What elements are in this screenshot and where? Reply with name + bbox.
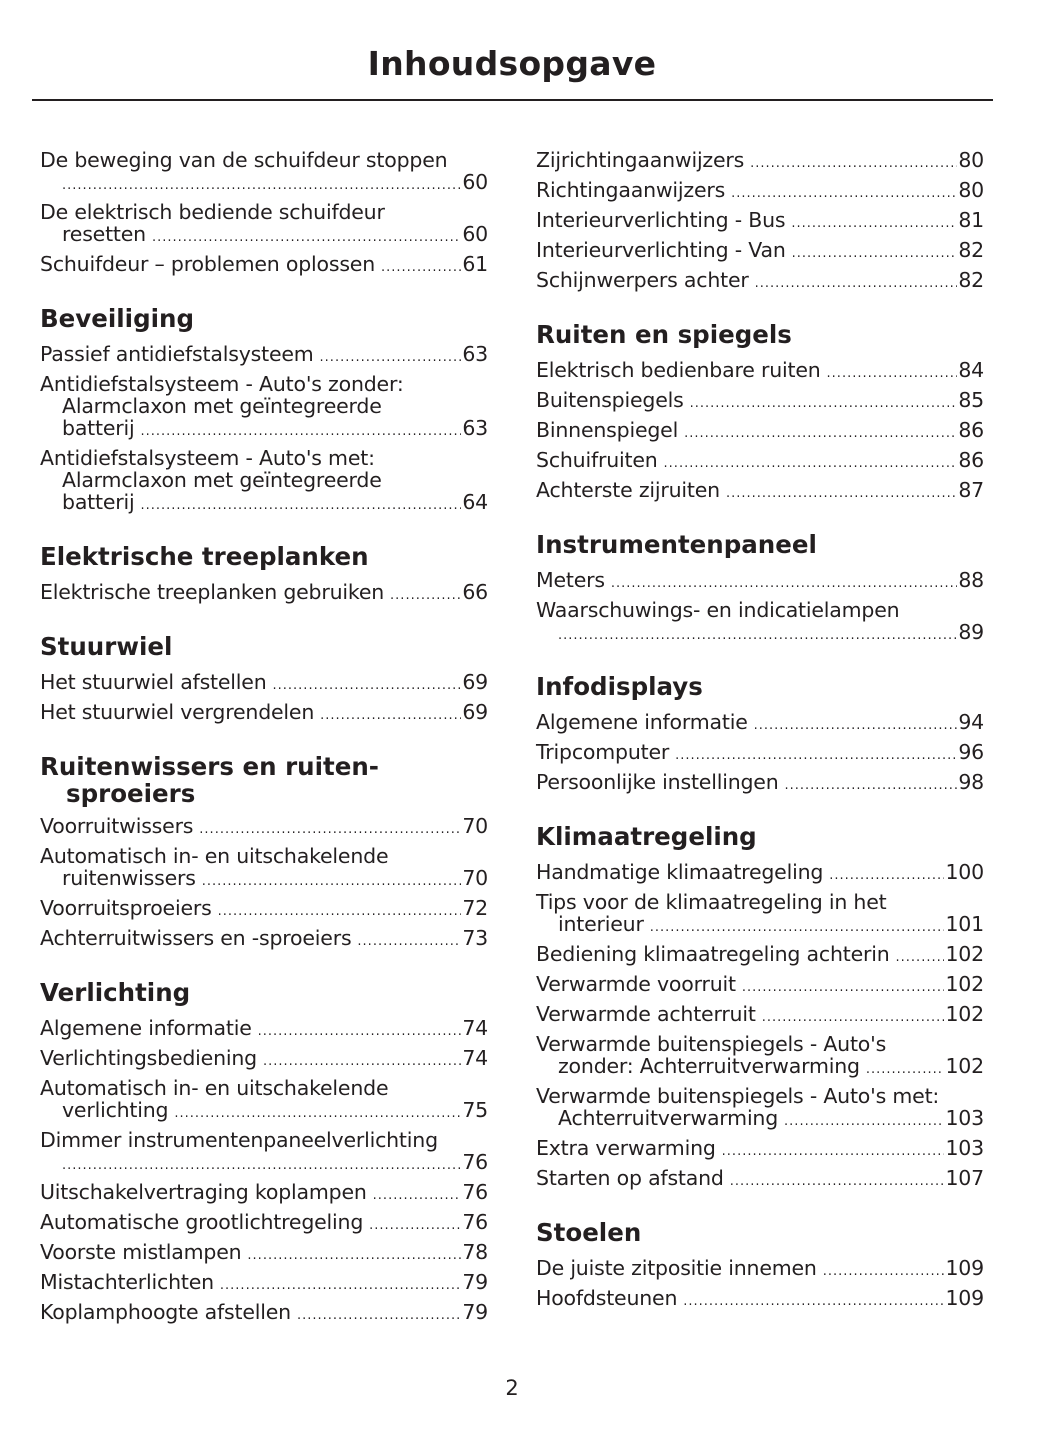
toc-entry[interactable]	[40, 1233, 488, 1263]
toc-entry-line	[40, 1099, 488, 1121]
toc-entry[interactable]	[40, 335, 488, 365]
section-heading	[536, 531, 984, 561]
toc-entry[interactable]	[40, 1293, 488, 1323]
leader-dots	[320, 705, 461, 727]
toc-entry[interactable]	[40, 141, 488, 193]
toc-entry-page: 86	[958, 448, 984, 472]
toc-entry-page: 76	[462, 1150, 488, 1174]
leader-dots	[690, 393, 958, 415]
toc-entry-line	[536, 741, 984, 763]
toc-entry-page: 81	[958, 208, 984, 232]
toc-entry-text: De juiste zitpositie innemen	[536, 1256, 817, 1280]
toc-entry-text: Verwarmde voorruit	[536, 972, 736, 996]
toc-entry[interactable]	[40, 245, 488, 275]
toc-entry-text: Dimmer instrumentenpaneelverlichting	[40, 1128, 438, 1152]
leader-dots	[791, 213, 957, 235]
leader-dots	[785, 775, 958, 797]
section-heading	[40, 633, 488, 663]
toc-entry[interactable]	[536, 231, 984, 261]
toc-entry-text: Schuifruiten	[536, 448, 658, 472]
toc-entry-page: 109	[945, 1286, 984, 1310]
section-heading	[40, 753, 488, 807]
toc-entry[interactable]	[40, 439, 488, 513]
toc-entry-page: 76	[462, 1210, 488, 1234]
leader-dots	[750, 153, 957, 175]
leader-dots	[827, 363, 958, 385]
toc-entry-text: Interieurverlichting - Bus	[536, 208, 786, 232]
toc-entry[interactable]	[536, 935, 984, 965]
toc-entry-text: Extra verwarming	[536, 1136, 716, 1160]
toc-entry[interactable]	[536, 591, 984, 643]
toc-entry-text: Verlichtingsbediening	[40, 1046, 257, 1070]
toc-entry-line	[536, 569, 984, 591]
toc-entry-page: 64	[462, 490, 488, 514]
toc-entry-page: 84	[958, 358, 984, 382]
toc-entry-text: Bediening klimaatregeling achterin	[536, 942, 890, 966]
toc-entry-page: 66	[462, 580, 488, 604]
toc-entry-line	[40, 1047, 488, 1069]
toc-entry-page: 69	[462, 700, 488, 724]
toc-entry-page: 102	[945, 1054, 984, 1078]
toc-entry-text: interieur	[558, 912, 644, 936]
section-heading-line: Infodisplays	[536, 672, 703, 701]
toc-entry-page: 79	[462, 1270, 488, 1294]
toc-entry-text: batterij	[62, 490, 135, 514]
toc-entry-line	[40, 253, 488, 275]
toc-entry-text: Passief antidiefstalsysteem	[40, 342, 314, 366]
toc-entry-page: 60	[462, 222, 488, 246]
toc-entry-text: Achterruitwissers en -sproeiers	[40, 926, 352, 950]
section-heading	[536, 321, 984, 351]
toc-entry-line	[40, 171, 488, 193]
toc-entry-page: 98	[958, 770, 984, 794]
leader-dots	[722, 1141, 945, 1163]
toc-entry-text: Koplamphoogte afstellen	[40, 1300, 291, 1324]
toc-entry-page: 75	[462, 1098, 488, 1122]
toc-entry-line	[40, 845, 488, 867]
toc-entry-page: 102	[945, 972, 984, 996]
toc-entry-line	[536, 1107, 984, 1129]
toc-entry[interactable]	[40, 663, 488, 693]
toc-entry-line	[536, 599, 984, 621]
section-heading	[536, 1219, 984, 1249]
toc-entry-page: 80	[958, 178, 984, 202]
leader-dots	[140, 495, 461, 517]
toc-entry-page: 76	[462, 1180, 488, 1204]
toc-entry-text: Uitschakelvertraging koplampen	[40, 1180, 367, 1204]
toc-entry[interactable]	[536, 883, 984, 935]
toc-entry[interactable]	[536, 1025, 984, 1077]
toc-entry-text: Schijnwerpers achter	[536, 268, 749, 292]
toc-entry[interactable]	[536, 261, 984, 291]
toc-entry-line	[40, 491, 488, 513]
leader-dots	[755, 273, 958, 295]
toc-entry-line	[536, 771, 984, 793]
toc-entry-page: 96	[958, 740, 984, 764]
toc-entry-text: Handmatige klimaatregeling	[536, 860, 824, 884]
toc-entry-line	[536, 449, 984, 471]
toc-entry-page: 69	[462, 670, 488, 694]
leader-dots	[754, 715, 958, 737]
toc-entry-page: 88	[958, 568, 984, 592]
section-heading-line: Stoelen	[536, 1218, 642, 1247]
toc-entry-text: Alarmclaxon met geïntegreerde	[62, 468, 382, 492]
section-heading-line: Ruiten en spiegels	[536, 320, 792, 349]
toc-entry-page: 74	[462, 1046, 488, 1070]
toc-entry-line	[40, 897, 488, 919]
toc-entry-line	[536, 1287, 984, 1309]
section-heading	[536, 673, 984, 703]
leader-dots	[726, 483, 957, 505]
toc-entry-text: De elektrisch bediende schuifdeur	[40, 200, 385, 224]
toc-entry-text: Het stuurwiel afstellen	[40, 670, 267, 694]
toc-entry-line	[40, 1077, 488, 1099]
leader-dots	[369, 1215, 461, 1237]
toc-entry-line	[536, 419, 984, 441]
toc-entry-text: Meters	[536, 568, 605, 592]
section-heading-line: Elektrische treeplanken	[40, 542, 369, 571]
toc-entry-page: 78	[462, 1240, 488, 1264]
toc-entry-text: Waarschuwings- en indicatielampen	[536, 598, 900, 622]
leader-dots	[174, 1103, 461, 1125]
leader-dots	[866, 1059, 945, 1081]
leader-dots	[731, 183, 957, 205]
toc-entry-page: 100	[945, 860, 984, 884]
toc-entry-page: 89	[958, 620, 984, 644]
toc-entry-line	[536, 179, 984, 201]
toc-entry-line	[40, 867, 488, 889]
toc-entry-page: 86	[958, 418, 984, 442]
leader-dots	[684, 423, 957, 445]
toc-entry-text: ruitenwissers	[62, 866, 196, 890]
toc-entry[interactable]	[40, 807, 488, 837]
toc-entry-page: 72	[462, 896, 488, 920]
toc-entry-page: 102	[945, 1002, 984, 1026]
toc-entry-line	[40, 201, 488, 223]
toc-entry-text: Antidiefstalsysteem - Auto's met:	[40, 446, 375, 470]
leader-dots	[247, 1245, 461, 1267]
toc-entry-text: Starten op afstand	[536, 1166, 724, 1190]
toc-entry-page: 107	[945, 1166, 984, 1190]
toc-entry-page: 103	[945, 1136, 984, 1160]
leader-dots	[62, 1155, 461, 1177]
toc-entry-page: 87	[958, 478, 984, 502]
toc-entry-line	[40, 373, 488, 395]
toc-entry-text: Algemene informatie	[536, 710, 748, 734]
leader-dots	[683, 1291, 944, 1313]
leader-dots	[357, 931, 461, 953]
toc-entry-line	[536, 149, 984, 171]
toc-entry-text: De beweging van de schuifdeur stoppen	[40, 148, 448, 172]
leader-dots	[829, 865, 944, 887]
toc-entry-line	[536, 621, 984, 643]
toc-entry-text: resetten	[62, 222, 146, 246]
toc-entry[interactable]	[40, 837, 488, 889]
toc-entry-line	[40, 1241, 488, 1263]
toc-column-right	[536, 141, 984, 1309]
leader-dots	[664, 453, 958, 475]
leader-dots	[373, 1185, 462, 1207]
toc-entry-page: 60	[462, 170, 488, 194]
toc-entry-page: 61	[462, 252, 488, 276]
toc-entry-text: Antidiefstalsysteem - Auto's zonder:	[40, 372, 404, 396]
leader-dots	[62, 175, 461, 197]
leader-dots	[218, 901, 462, 923]
leader-dots	[297, 1305, 461, 1327]
toc-entry-text: Voorruitwissers	[40, 814, 194, 838]
leader-dots	[381, 257, 461, 279]
toc-entry[interactable]	[536, 441, 984, 471]
toc-entry-text: Verwarmde buitenspiegels - Auto's met:	[536, 1084, 940, 1108]
section-heading-line: Verlichting	[40, 978, 191, 1007]
toc-entry[interactable]	[536, 171, 984, 201]
toc-entry-page: 94	[958, 710, 984, 734]
toc-entry-line	[536, 943, 984, 965]
toc-entry[interactable]	[40, 1039, 488, 1069]
toc-entry-text: Achterste zijruiten	[536, 478, 720, 502]
toc-entry[interactable]	[536, 411, 984, 441]
title-divider	[32, 99, 993, 101]
toc-entry-page: 74	[462, 1016, 488, 1040]
toc-entry-text: Elektrische treeplanken gebruiken	[40, 580, 385, 604]
toc-entry-line	[40, 469, 488, 491]
toc-entry[interactable]	[40, 1069, 488, 1121]
toc-entry-line	[536, 1137, 984, 1159]
toc-entry-page: 109	[945, 1256, 984, 1280]
toc-entry-text: Verwarmde achterruit	[536, 1002, 756, 1026]
leader-dots	[202, 871, 462, 893]
toc-entry-text: Automatisch in- en uitschakelende	[40, 844, 389, 868]
toc-entry-text: zonder: Achterruitverwarming	[558, 1054, 860, 1078]
toc-entry-line	[40, 815, 488, 837]
toc-entry[interactable]	[536, 1159, 984, 1189]
toc-entry[interactable]	[536, 965, 984, 995]
toc-column-left	[40, 141, 488, 1323]
toc-entry[interactable]	[536, 1077, 984, 1129]
toc-entry-text: Algemene informatie	[40, 1016, 252, 1040]
leader-dots	[784, 1111, 944, 1133]
toc-entry-line	[536, 209, 984, 231]
toc-entry-text: verlichting	[62, 1098, 169, 1122]
toc-entry[interactable]	[536, 351, 984, 381]
toc-entry-line	[40, 1151, 488, 1173]
toc-entry-line	[536, 913, 984, 935]
toc-entry-page: 101	[945, 912, 984, 936]
leader-dots	[611, 573, 957, 595]
section-heading-line: Stuurwiel	[40, 632, 173, 661]
toc-entry-text: Hoofdsteunen	[536, 1286, 678, 1310]
leader-dots	[320, 347, 462, 369]
toc-entry-page: 70	[462, 814, 488, 838]
leader-dots	[823, 1261, 945, 1283]
section-heading-line: Beveiliging	[40, 304, 194, 333]
toc-entry-line	[40, 671, 488, 693]
toc-entry-line	[40, 149, 488, 171]
toc-entry-text: Zijrichtingaanwijzers	[536, 148, 745, 172]
toc-entry[interactable]	[40, 919, 488, 949]
toc-entry[interactable]	[536, 381, 984, 411]
toc-entry-line	[536, 861, 984, 883]
toc-entry[interactable]	[536, 1129, 984, 1159]
toc-entry-line	[536, 711, 984, 733]
section-heading-line: sproeiers	[66, 779, 196, 808]
toc-entry-page: 79	[462, 1300, 488, 1324]
toc-entry-line	[40, 447, 488, 469]
toc-entry-text: Schuifdeur – problemen oplossen	[40, 252, 376, 276]
toc-entry-line	[536, 1033, 984, 1055]
toc-entry[interactable]	[40, 1263, 488, 1293]
toc-entry-text: Binnenspiegel	[536, 418, 679, 442]
toc-entry-text: Mistachterlichten	[40, 1270, 214, 1294]
toc-entry-line	[536, 389, 984, 411]
toc-entry[interactable]	[536, 853, 984, 883]
toc-entry-text: Tripcomputer	[536, 740, 670, 764]
toc-entry-text: Interieurverlichting - Van	[536, 238, 786, 262]
leader-dots	[263, 1051, 461, 1073]
leader-dots	[896, 947, 945, 969]
toc-entry-line	[536, 1003, 984, 1025]
toc-entry-page: 63	[462, 342, 488, 366]
toc-entry[interactable]	[536, 201, 984, 231]
toc-entry-text: Automatisch in- en uitschakelende	[40, 1076, 389, 1100]
toc-entry-text: batterij	[62, 416, 135, 440]
toc-entry-line	[40, 1129, 488, 1151]
toc-entry[interactable]	[40, 693, 488, 723]
toc-entry[interactable]	[536, 1249, 984, 1279]
toc-entry[interactable]	[536, 471, 984, 501]
leader-dots	[273, 675, 462, 697]
toc-entry[interactable]	[536, 763, 984, 793]
toc-entry-line	[40, 343, 488, 365]
toc-entry-line	[40, 1181, 488, 1203]
toc-entry-line	[40, 1017, 488, 1039]
toc-entry-text: Het stuurwiel vergrendelen	[40, 700, 315, 724]
page-title: Inhoudsopgave	[367, 44, 657, 83]
toc-entry-line	[40, 395, 488, 417]
toc-entry-text: Automatische grootlichtregeling	[40, 1210, 364, 1234]
section-heading	[40, 543, 488, 573]
toc-entry[interactable]	[536, 733, 984, 763]
toc-entry-text: Richtingaanwijzers	[536, 178, 726, 202]
toc-entry-text: Elektrisch bedienbare ruiten	[536, 358, 821, 382]
toc-entry-page: 63	[462, 416, 488, 440]
leader-dots	[650, 917, 945, 939]
toc-entry-page: 103	[945, 1106, 984, 1130]
toc-entry-line	[536, 1085, 984, 1107]
leader-dots	[152, 227, 461, 249]
section-heading-line: Instrumentenpaneel	[536, 530, 817, 559]
leader-dots	[742, 977, 945, 999]
toc-entry-line	[536, 479, 984, 501]
toc-entry-line	[536, 269, 984, 291]
toc-entry-line	[536, 973, 984, 995]
toc-entry-line	[40, 1301, 488, 1323]
leader-dots	[675, 745, 957, 767]
leader-dots	[140, 421, 461, 443]
toc-entry-line	[536, 1055, 984, 1077]
toc-entry[interactable]	[40, 1121, 488, 1173]
toc-entry[interactable]	[40, 193, 488, 245]
toc-entry-page: 82	[958, 238, 984, 262]
toc-entry-text: Buitenspiegels	[536, 388, 684, 412]
toc-entry[interactable]	[40, 889, 488, 919]
leader-dots	[258, 1021, 462, 1043]
toc-entry-page: 82	[958, 268, 984, 292]
toc-entry[interactable]	[40, 1173, 488, 1203]
toc-entry-text: Alarmclaxon met geïntegreerde	[62, 394, 382, 418]
section-heading	[40, 305, 488, 335]
toc-entry-line	[536, 1167, 984, 1189]
toc-entry[interactable]	[40, 1009, 488, 1039]
section-heading-line: Klimaatregeling	[536, 822, 757, 851]
leader-dots	[220, 1275, 461, 1297]
toc-entry-line	[536, 359, 984, 381]
leader-dots	[792, 243, 958, 265]
toc-entry-line	[40, 1271, 488, 1293]
toc-entry-line	[40, 581, 488, 603]
toc-entry[interactable]	[40, 365, 488, 439]
toc-entry[interactable]	[40, 1203, 488, 1233]
toc-entry[interactable]	[40, 573, 488, 603]
section-heading	[40, 979, 488, 1009]
toc-entry-line	[40, 417, 488, 439]
leader-dots	[199, 819, 461, 841]
toc-entry-text: Voorste mistlampen	[40, 1240, 242, 1264]
page-number: 2	[505, 1376, 519, 1400]
toc-entry-page: 80	[958, 148, 984, 172]
toc-entry-page: 70	[462, 866, 488, 890]
toc-entry-text: Verwarmde buitenspiegels - Auto's	[536, 1032, 887, 1056]
toc-entry-line	[536, 239, 984, 261]
leader-dots	[390, 585, 461, 607]
toc-entry-text: Tips voor de klimaatregeling in het	[536, 890, 887, 914]
leader-dots	[558, 625, 957, 647]
section-heading	[536, 823, 984, 853]
toc-entry-line	[40, 701, 488, 723]
toc-entry-page: 85	[958, 388, 984, 412]
toc-entry-text: Achterruitverwarming	[558, 1106, 779, 1130]
toc-entry-page: 102	[945, 942, 984, 966]
toc-entry-text: Voorruitsproeiers	[40, 896, 212, 920]
toc-entry[interactable]	[536, 703, 984, 733]
toc-entry[interactable]	[536, 1279, 984, 1309]
leader-dots	[762, 1007, 945, 1029]
toc-entry-line	[536, 1257, 984, 1279]
toc-entry-line	[40, 223, 488, 245]
toc-entry-line	[40, 1211, 488, 1233]
toc-entry-line	[536, 891, 984, 913]
toc-entry[interactable]	[536, 995, 984, 1025]
toc-entry-page: 73	[462, 926, 488, 950]
toc-entry-text: Persoonlijke instellingen	[536, 770, 779, 794]
leader-dots	[730, 1171, 945, 1193]
toc-entry[interactable]	[536, 141, 984, 171]
section-heading-line: Ruitenwissers en ruiten-	[40, 752, 379, 781]
toc-entry-line	[40, 927, 488, 949]
toc-entry[interactable]	[536, 561, 984, 591]
